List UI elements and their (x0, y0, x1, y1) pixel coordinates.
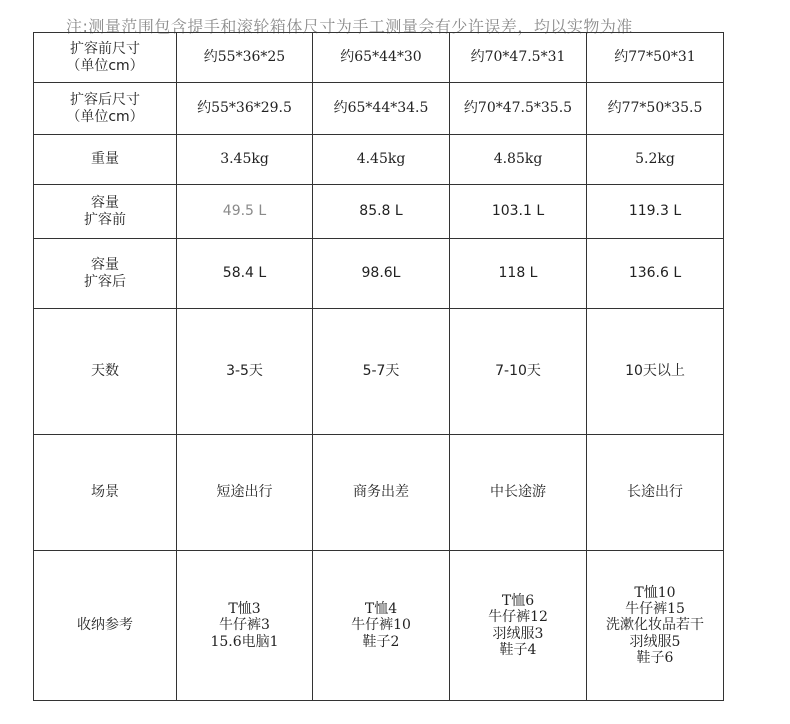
table-cell: 5-7天 (313, 309, 450, 435)
table-cell: 136.6 L (587, 239, 724, 309)
table-cell: 10天以上 (587, 309, 724, 435)
row-label-storage: 收纳参考 (34, 551, 177, 701)
table-cell: 短途出行 (177, 435, 313, 551)
table-cell: 约55*36*29.5 (177, 83, 313, 135)
table-cell: T恤4 牛仔裤10 鞋子2 (313, 551, 450, 701)
table-cell: 58.4 L (177, 239, 313, 309)
table-cell: 约77*50*35.5 (587, 83, 724, 135)
table-cell: 商务出差 (313, 435, 450, 551)
table-cell: 7-10天 (450, 309, 587, 435)
table-row (34, 185, 724, 239)
table-row (34, 551, 724, 701)
table-cell: T恤6 牛仔裤12 羽绒服3 鞋子4 (450, 551, 587, 701)
table-cell: 约70*47.5*31 (450, 33, 587, 83)
row-label-weight: 重量 (34, 135, 177, 185)
measurement-note: 注:测量范围包含提手和滚轮箱体尺寸为手工测量会有少许误差，均以实物为准 (66, 17, 633, 36)
table-cell: T恤3 牛仔裤3 15.6电脑1 (177, 551, 313, 701)
table-cell: 中长途游 (450, 435, 587, 551)
table-cell: 约70*47.5*35.5 (450, 83, 587, 135)
table-cell: 119.3 L (587, 185, 724, 239)
table-cell: 49.5 L (177, 185, 313, 239)
table-cell: 103.1 L (450, 185, 587, 239)
row-label-capacity-before: 容量 扩容前 (34, 185, 177, 239)
row-label-pre-size: 扩容前尺寸 （单位cm） (34, 33, 177, 83)
table-cell: 85.8 L (313, 185, 450, 239)
table-row (34, 309, 724, 435)
table-row (34, 435, 724, 551)
table-cell: T恤10 牛仔裤15 洗漱化妆品若干 羽绒服5 鞋子6 (587, 551, 724, 701)
table-cell: 长途出行 (587, 435, 724, 551)
table-cell: 约55*36*25 (177, 33, 313, 83)
table-cell: 4.85kg (450, 135, 587, 185)
table-cell: 4.45kg (313, 135, 450, 185)
table-cell: 约65*44*34.5 (313, 83, 450, 135)
row-label-post-size: 扩容后尺寸 （单位cm） (34, 83, 177, 135)
table-row (34, 135, 724, 185)
table-cell: 3-5天 (177, 309, 313, 435)
row-label-scenario: 场景 (34, 435, 177, 551)
table-cell: 约65*44*30 (313, 33, 450, 83)
table-cell: 约77*50*31 (587, 33, 724, 83)
row-label-days: 天数 (34, 309, 177, 435)
table-row (34, 33, 724, 83)
table-cell: 98.6L (313, 239, 450, 309)
row-label-capacity-after: 容量 扩容后 (34, 239, 177, 309)
size-spec-table (33, 32, 724, 701)
table-cell: 5.2kg (587, 135, 724, 185)
table-cell: 118 L (450, 239, 587, 309)
table-cell: 3.45kg (177, 135, 313, 185)
table-row (34, 239, 724, 309)
table-row (34, 83, 724, 135)
